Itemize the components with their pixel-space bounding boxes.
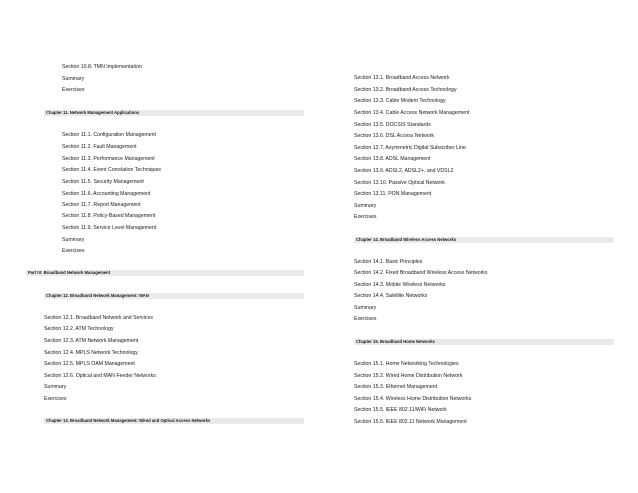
toc-entry-13-8[interactable]: Section 13.8. ADSL Management: [354, 156, 431, 162]
chapter-13-heading[interactable]: Chapter 13. Broadband Network Management: Wired and Optical Access Networks: [44, 418, 304, 424]
toc-entry-15-1[interactable]: Section 15.1. Home Networking Technologies: [354, 361, 459, 367]
chapter-12-heading[interactable]: Chapter 12. Broadband Network Management: WAN: [44, 293, 304, 299]
toc-entry-11-2[interactable]: Section 11.2. Fault Management: [62, 144, 137, 150]
toc-entry-13-1[interactable]: Section 13.1. Broadband Access Network: [354, 75, 450, 81]
chapter-15-heading[interactable]: Chapter 15. Broadband Home Networks: [354, 339, 614, 345]
part-4-heading[interactable]: Part IV: Broadband Network Management: [26, 270, 304, 276]
chapter-14-heading[interactable]: Chapter 14. Broadband Wireless Access Networks: [354, 237, 614, 243]
toc-entry-13-6[interactable]: Section 13.6. DSL Access Network: [354, 133, 434, 139]
toc-entry-14-4[interactable]: Section 14.4. Satellite Networks: [354, 293, 428, 299]
toc-entry-15-6[interactable]: Section 15.6. IEEE 802.11 Network Management: [354, 419, 467, 425]
chapter-11-heading[interactable]: Chapter 11. Network Management Applications: [44, 110, 304, 116]
toc-entry-11-7[interactable]: Section 11.7. Report Management: [62, 202, 141, 208]
toc-entry-11-1[interactable]: Section 11.1. Configuration Management: [62, 132, 156, 138]
toc-entry-summary[interactable]: Summary: [62, 76, 85, 82]
toc-entry-13-9[interactable]: Section 13.9. ADSL2, ADSL2+, and VDSL2: [354, 168, 454, 174]
toc-entry-14-2[interactable]: Section 14.2. Fixed Broadband Wireless Access Networks: [354, 270, 488, 276]
toc-entry-13-5[interactable]: Section 13.5. DOCSIS Standards: [354, 122, 431, 128]
toc-entry-14-3[interactable]: Section 14.3. Mobile Wireless Networks: [354, 282, 446, 288]
toc-entry-13-3[interactable]: Section 13.3. Cable Modem Technology: [354, 98, 446, 104]
toc-entry-11-9[interactable]: Section 11.9. Service Level Management: [62, 225, 157, 231]
toc-entry-12-2[interactable]: Section 12.2. ATM Technology: [44, 326, 114, 332]
toc-entry-15-4[interactable]: Section 15.4. Wireless Home Distribution Networks: [354, 396, 472, 402]
toc-entry-summary[interactable]: Summary: [44, 384, 67, 390]
toc-entry-13-2[interactable]: Section 13.2. Broadband Access Technology: [354, 87, 457, 93]
toc-entry-exercises[interactable]: Exercises: [44, 396, 67, 402]
toc-entry-exercises[interactable]: Exercises: [62, 248, 85, 254]
toc-entry-summary[interactable]: Summary: [354, 305, 377, 311]
toc-entry-exercises[interactable]: Exercises: [62, 87, 85, 93]
toc-entry-11-3[interactable]: Section 11.3. Performance Management: [62, 156, 155, 162]
toc-entry-11-4[interactable]: Section 11.4. Event Correlation Techniques: [62, 167, 162, 173]
toc-entry-12-3[interactable]: Section 12.3. ATM Network Management: [44, 338, 139, 344]
toc-entry-13-4[interactable]: Section 13.4. Cable Access Network Management: [354, 110, 470, 116]
toc-entry-exercises[interactable]: Exercises: [354, 316, 377, 322]
toc-entry-10-8[interactable]: Section 10.8. TMN Implementation: [62, 64, 142, 70]
toc-entry-12-4[interactable]: Section 12.4. MPLS Network Technology: [44, 350, 138, 356]
toc-entry-summary[interactable]: Summary: [62, 237, 85, 243]
toc-entry-exercises[interactable]: Exercises: [354, 214, 377, 220]
toc-entry-summary[interactable]: Summary: [354, 203, 377, 209]
toc-entry-12-5[interactable]: Section 12.5. MPLS OAM Management: [44, 361, 135, 367]
toc-entry-15-5[interactable]: Section 15.5. IEEE 802.11/WiFi Network: [354, 407, 447, 413]
toc-entry-12-1[interactable]: Section 12.1. Broadband Network and Services: [44, 315, 154, 321]
toc-entry-12-6[interactable]: Section 12.6. Optical and MAN Feeder Networks: [44, 373, 156, 379]
toc-entry-13-7[interactable]: Section 13.7. Asymmetric Digital Subscriber Line: [354, 145, 466, 151]
toc-entry-14-1[interactable]: Section 14.1. Basic Principles: [354, 259, 423, 265]
toc-entry-11-5[interactable]: Section 11.5. Security Management: [62, 179, 144, 185]
toc-entry-15-2[interactable]: Section 15.2. Wired Home Distribution Network: [354, 373, 463, 379]
toc-entry-11-6[interactable]: Section 11.6. Accounting Management: [62, 191, 151, 197]
toc-entry-13-10[interactable]: Section 13.10. Passive Optical Network: [354, 180, 445, 186]
toc-entry-15-3[interactable]: Section 15.3. Ethernet Management: [354, 384, 438, 390]
toc-entry-13-11[interactable]: Section 13.11. PON Management: [354, 191, 432, 197]
toc-entry-11-8[interactable]: Section 11.8. Policy-Based Management: [62, 213, 156, 219]
